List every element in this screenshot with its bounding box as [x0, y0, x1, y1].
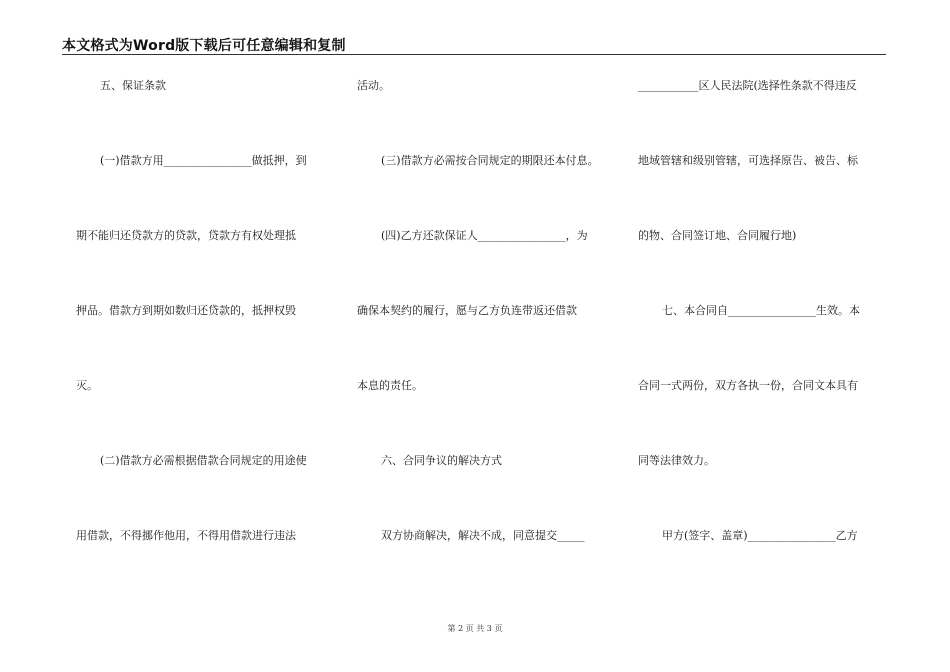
paragraph-line: 地域管辖和级别管辖，可选择原告、被告、标 — [638, 154, 858, 167]
page-number: 第 2 页 共 3 页 — [447, 624, 503, 633]
signature-line: 甲方(签字、盖章)________________乙方 — [662, 529, 858, 542]
paragraph-line: 押品。借款方到期如数归还贷款的，抵押权毁 — [76, 304, 296, 317]
paragraph-line: 用借款，不得挪作他用，不得用借款进行违法 — [76, 529, 296, 542]
paragraph-line: (一)借款方用________________做抵押，到 — [100, 154, 307, 167]
paragraph-line: 双方协商解决，解决不成，同意提交_____ — [381, 529, 585, 542]
paragraph-line: 五、保证条款 — [100, 79, 166, 92]
section-heading: 六、合同争议的解决方式 — [381, 454, 502, 467]
page-header — [62, 34, 886, 55]
paragraph-line: 活动。 — [357, 79, 390, 92]
paragraph-line: ___________区人民法院(选择性条款不得违反 — [638, 79, 857, 92]
paragraph-line: 确保本契约的履行，愿与乙方负连带返还借款 — [357, 304, 577, 317]
paragraph-line: 七、本合同自________________生效。本 — [662, 304, 860, 317]
paragraph-line: (四)乙方还款保证人________________，为 — [381, 229, 588, 242]
paragraph-line: (二)借款方必需根据借款合同规定的用途使 — [100, 454, 307, 467]
paragraph-line: 灭。 — [76, 379, 98, 392]
paragraph-line: (三)借款方必需按合同规定的期限还本付息。 — [381, 154, 599, 167]
paragraph-line: 本息的责任。 — [357, 379, 423, 392]
header-title: 本文格式为Word版下载后可任意编辑和复制 — [62, 38, 346, 54]
paragraph-line: 同等法律效力。 — [638, 454, 715, 467]
paragraph-line: 期不能归还贷款方的贷款，贷款方有权处理抵 — [76, 229, 296, 242]
paragraph-line: 的物、合同签订地、合同履行地) — [638, 229, 797, 242]
paragraph-line: 合同一式两份，双方各执一份，合同文本具有 — [638, 379, 858, 392]
